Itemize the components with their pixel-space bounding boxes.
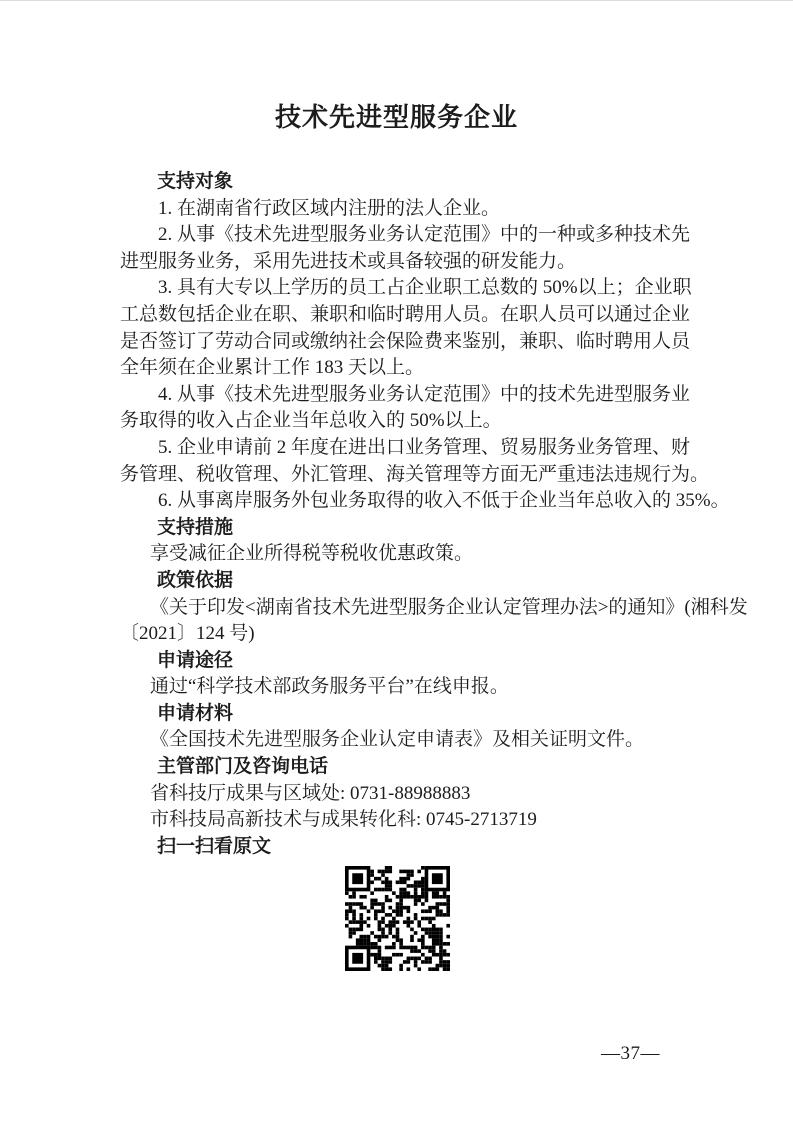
section-heading: 支持对象 — [157, 171, 234, 192]
text-line: 5. 企业申请前 2 年度在进出口业务管理、贸易服务业务管理、财 — [158, 436, 691, 458]
text-line: 1. 在湖南省行政区域内注册的法人企业。 — [158, 197, 501, 219]
page-title: 技术先进型服务企业 — [274, 103, 518, 132]
text-line: 务取得的收入占企业当年总收入的 50%以上。 — [120, 410, 502, 432]
text-line: 通过“科学技术部政务服务平台”在线申报。 — [150, 676, 509, 698]
text-line: 2. 从事《技术先进型服务业务认定范围》中的一种或多种技术先 — [158, 224, 691, 246]
text-line: 6. 从事离岸服务外包业务取得的收入不低于企业当年总收入的 35%。 — [158, 490, 730, 512]
section-department-contacts — [120, 754, 693, 834]
section-heading: 申请途径 — [157, 649, 234, 671]
text-line: 《关于印发<湖南省技术先进型服务企业认定管理办法>的通知》(湘科发 — [150, 596, 748, 618]
text-line: 全年须在企业累计工作 183 天以上。 — [120, 357, 425, 379]
text-line: 4. 从事《技术先进型服务业务认定范围》中的技术先进型服务业 — [158, 383, 691, 405]
text-line: 是否签订了劳动合同或缴纳社会保险费来鉴别，兼职、临时聘用人员 — [120, 330, 691, 352]
qr-code-icon — [345, 866, 450, 971]
section-application-route — [120, 648, 693, 701]
section-heading: 支持措施 — [157, 516, 234, 538]
section-heading: 政策依据 — [157, 569, 234, 591]
text-line: 务管理、税收管理、外汇管理、海关管理等方面无严重违法违规行为。 — [120, 463, 710, 485]
qr-code-container — [120, 866, 693, 971]
section-heading: 主管部门及咨询电话 — [157, 756, 329, 778]
section-support-targets — [120, 169, 730, 515]
text-line: 3. 具有大专以上学历的员工占企业职工总数的 50%以上；企业职 — [158, 277, 692, 299]
section-heading: 扫一扫看原文 — [157, 835, 272, 857]
text-line: 市科技局高新技术与成果转化科: 0745-2713719 — [150, 809, 537, 831]
text-line: 省科技厅成果与区域处: 0731-88988883 — [150, 782, 471, 804]
text-line: 进型服务业务，采用先进技术或具备较强的研发能力。 — [120, 250, 577, 272]
section-policy-basis — [120, 568, 748, 648]
section-scan-original — [120, 834, 693, 972]
page-number: —37— — [601, 1043, 660, 1064]
text-line: 〔2021〕124 号) — [120, 623, 255, 645]
text-line: 享受减征企业所得税等税收优惠政策。 — [150, 543, 474, 565]
section-application-materials — [120, 701, 693, 754]
text-line: 工总数包括企业在职、兼职和临时聘用人员。在职人员可以通过企业 — [120, 303, 691, 325]
section-support-measures — [120, 515, 693, 568]
text-line: 《全国技术先进型服务企业认定申请表》及相关证明文件。 — [150, 729, 645, 751]
section-heading: 申请材料 — [157, 702, 234, 724]
document-body — [120, 169, 748, 971]
